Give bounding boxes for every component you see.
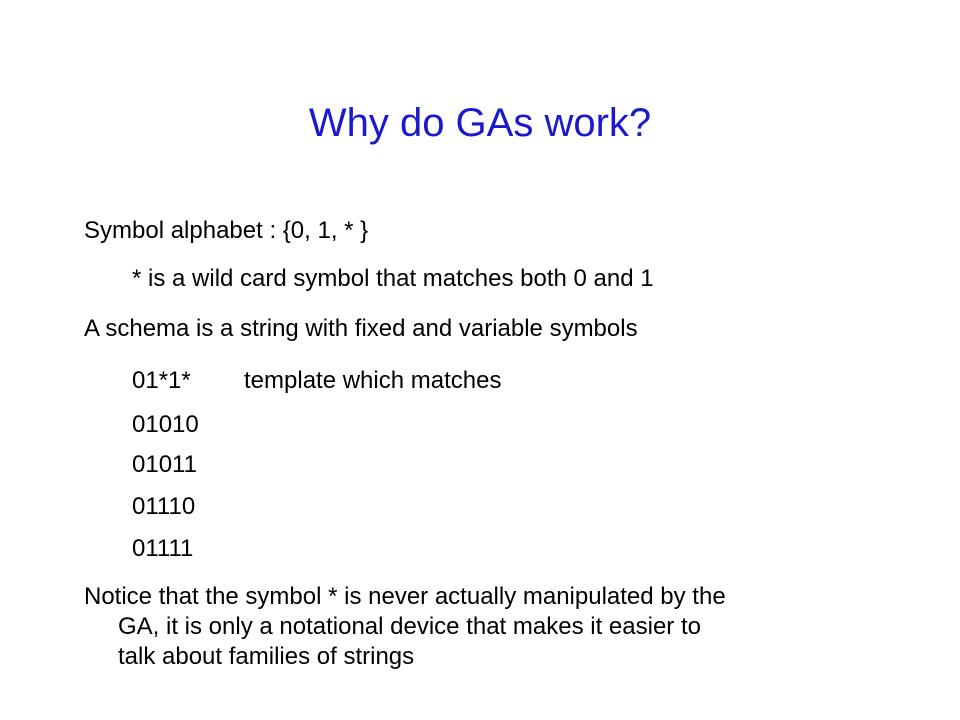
match-item: 01011 [132,451,197,478]
template-description: template which matches [244,367,502,394]
wildcard-line: * is a wild card symbol that matches both 0 and 1 [132,265,654,292]
notice-line-2: GA, it is only a notational device that makes it easier to [118,613,701,640]
match-item: 01111 [132,535,194,562]
match-item: 01010 [132,411,199,438]
template-pattern: 01*1* [132,367,191,394]
notice-paragraph [84,582,884,672]
notice-line-1: Notice that the symbol * is never actually manipulated by the [84,583,726,610]
match-item: 01110 [132,493,196,520]
alphabet-line: Symbol alphabet : {0, 1, * } [84,217,369,244]
slide-title: Why do GAs work? [308,101,652,145]
template-row [132,366,502,396]
schema-line: A schema is a string with fixed and variable symbols [84,315,638,342]
notice-line-3: talk about families of strings [118,643,415,670]
